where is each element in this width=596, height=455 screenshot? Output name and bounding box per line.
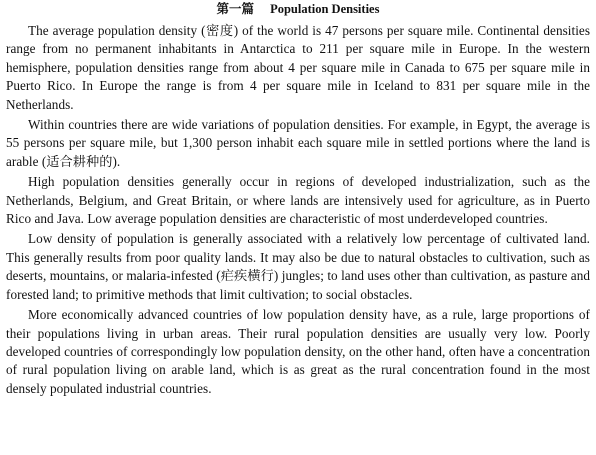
chapter-label: 第一篇 [216,2,255,16]
paragraph-5: More economically advanced countries of low population density have, as a rule, large proportions of their populations living in urban areas. Their rural population densities are usually very low. Poorly developed countries of correspondingly low population density, on the other hand, often have a concentration of rural population living on arable land, which is as great as the rural concentration found in the most densely populated industrial countries. [6,307,590,396]
paragraph-4: Low density of population is generally associated with a relatively low percentage of cultivated land. This generally results from poor quality lands. It may also be due to natural obstacles to cultivation, such as deserts, mountains, or malaria-infested (疟疾横行) jungles; to land uses other than cultivation, as pasture and forested land; to primitive methods that limit cultivation; to social obstacles. [6,231,590,302]
paragraph-2: Within countries there are wide variations of population densities. For example, in Egypt, the average is 55 persons per square mile, but 1,300 person inhabit each square mile in settled portions where the land is arable (适合耕种的). [6,117,590,169]
paragraph-1: The average population density (密度) of the world is 47 persons per square mile. Continental densities range from no permanent inhabitants in Antarctica to 211 per square mile in Europe. In the western hemisphere, population densities range from about 4 per square mile in Canada to 675 per square mile in Puerto Rico. In Europe the range is from 4 per square mile in Iceland to 831 per square mile in the Netherlands. [6,23,590,112]
page-header [6,0,590,18]
paragraph-3: High population densities generally occur in regions of developed industrialization, such as the Netherlands, Belgium, and Great Britain, or where lands are intensively used for agriculture, as in Puerto Rico and Java. Low average population densities are characteristic of most underdeveloped countries. [6,174,590,227]
page-title: Population Densities [270,2,380,16]
